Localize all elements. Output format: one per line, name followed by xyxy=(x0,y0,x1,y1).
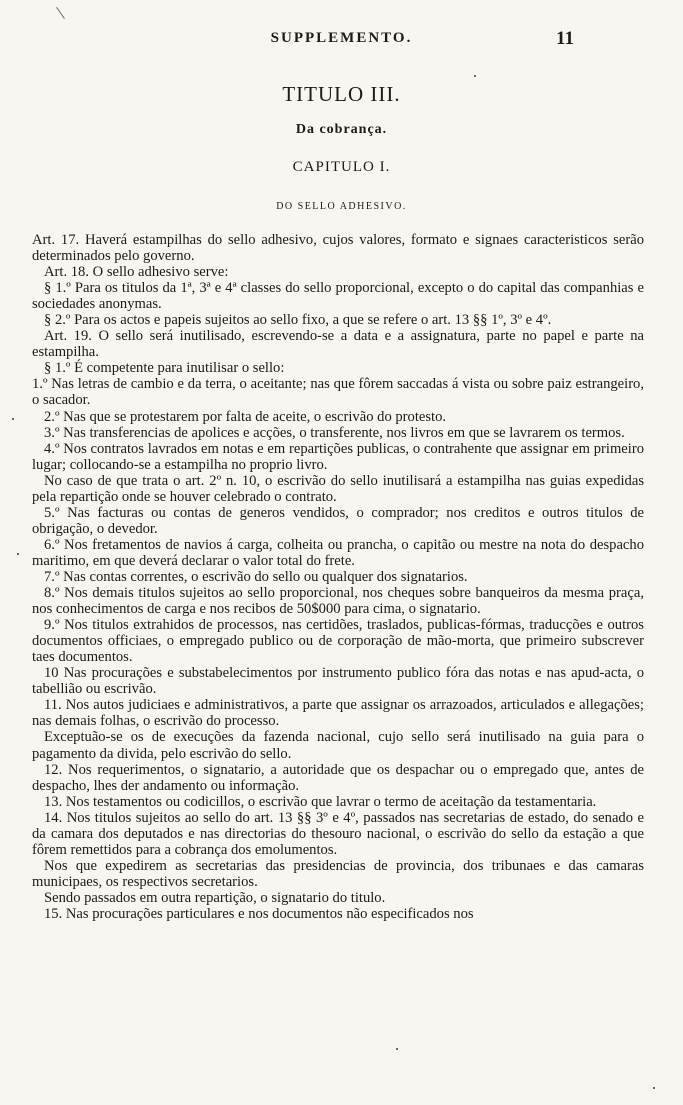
scan-speck xyxy=(653,1087,655,1089)
paragraph: 7.º Nas contas correntes, o escrivão do sello ou qualquer dos signatarios. xyxy=(44,568,468,585)
page-number: 11 xyxy=(556,28,574,49)
paragraph: Art. 19. O sello será inutilisado, escrevendo-se a data e a assignatura, parte no papel e parte na estampilha. xyxy=(32,328,644,361)
paragraph: § 1.º É competente para inutilisar o sello: xyxy=(44,360,285,377)
paragraph: Exceptuão-se os de execuções da fazenda nacional, cujo sello será inutilisado na guia para o pagamento da divida, pelo escrivão do sello. xyxy=(32,729,644,762)
paragraph: 2.º Nas que se protestarem por falta de aceite, o escrivão do protesto. xyxy=(44,408,447,425)
paragraph: 13. Nos testamentos ou codicillos, o escrivão que lavrar o termo de aceitação da testamentaria. xyxy=(44,793,597,810)
paragraph: 9.º Nos titulos extrahidos de processos, nas certidões, traslados, publicas-fórmas, traducções e outros documentos officiaes, o empregado publico ou de corporação de mão-morta, que primeiro subscrever taes documentos. xyxy=(32,617,644,666)
paragraph: 12. Nos requerimentos, o signatario, a autoridade que os despachar ou o empregado que, antes de despacho, lhes der andamento ou informação. xyxy=(32,761,644,794)
chapter-heading: CAPITULO I. xyxy=(292,159,391,175)
paragraph: 11. Nos autos judiciaes e administrativos, a parte que assignar os arrazoados, articulados e allegações; nas demais folhas, o escrivão do processo. xyxy=(32,697,644,730)
scan-speck xyxy=(56,7,65,19)
body-text xyxy=(32,232,644,922)
paragraph: § 1.º Para os titulos da 1ª, 3ª e 4ª classes do sello proporcional, excepto o do capital das companhias e sociedades anonymas. xyxy=(32,280,644,313)
paragraph: 10 Nas procurações e substabelecimentos por instrumento publico fóra das notas e nas apud-acta, o tabellião ou escrivão. xyxy=(32,665,644,698)
paragraph: Sendo passados em outra repartição, o signatario do titulo. xyxy=(44,889,386,906)
paragraph: 15. Nas procurações particulares e nos documentos não especificados nos xyxy=(44,905,474,922)
scan-speck xyxy=(17,553,19,555)
running-title: SUPPLEMENTO. xyxy=(270,30,413,46)
paragraph: 6.º Nos fretamentos de navios á carga, colheita ou prancha, o capitão ou mestre na nota do despacho maritimo, em que deverá declarar o valor total do frete. xyxy=(32,536,644,569)
paragraph: 3.º Nas transferencias de apolices e acções, o transferente, nos livros em que se lavrarem os termos. xyxy=(44,424,625,441)
scan-speck xyxy=(12,418,14,420)
paragraph: 1.º Nas letras de cambio e da terra, o aceitante; nas que fôrem saccadas á vista ou sobre paiz estrangeiro, o sacador. xyxy=(32,376,644,409)
title-heading: TITULO III. xyxy=(282,82,401,106)
subtitle-heading: Da cobrança. xyxy=(295,122,388,137)
paragraph: 4.º Nos contratos lavrados em notas e em repartições publicas, o contrahente que assignar em primeiro lugar; collocando-se a estampilha no proprio livro. xyxy=(32,440,644,473)
paragraph: Art. 17. Haverá estampilhas do sello adhesivo, cujos valores, formato e signaes caracteristicos serão determinados pelo governo. xyxy=(32,232,644,265)
paragraph: 8.º Nos demais titulos sujeitos ao sello proporcional, nos cheques sobre banqueiros da mesma praça, nos conhecimentos de carga e nos recibos de 50$000 para cima, o signatario. xyxy=(32,585,644,618)
section-heading: DO SELLO ADHESIVO. xyxy=(276,201,407,212)
paragraph: Art. 18. O sello adhesivo serve: xyxy=(44,264,229,281)
paragraph: 14. Nos titulos sujeitos ao sello do art. 13 §§ 3º e 4º, passados nas secretarias de estado, do senado e da camara dos deputados e nas directorias do thesouro nacional, o escrivão do sello da estação a que fôrem remettidos para a cobrança dos emolumentos. xyxy=(32,809,644,858)
paragraph: No caso de que trata o art. 2º n. 10, o escrivão do sello inutilisará a estampilha nas guias expedidas pela repartição onde se houver celebrado o contrato. xyxy=(32,472,644,505)
paragraph: 5.º Nas facturas ou contas de generos vendidos, o comprador; nos creditos e outros titulos de obrigação, o devedor. xyxy=(32,504,644,537)
paragraph: Nos que expedirem as secretarias das presidencias de provincia, dos tribunaes e das camaras municipaes, os respectivos secretarios. xyxy=(32,857,644,890)
paragraph: § 2.º Para os actos e papeis sujeitos ao sello fixo, a que se refere o art. 13 §§ 1º, 3º e 4º. xyxy=(44,312,552,329)
scan-speck xyxy=(396,1048,398,1050)
scan-speck xyxy=(474,75,476,77)
